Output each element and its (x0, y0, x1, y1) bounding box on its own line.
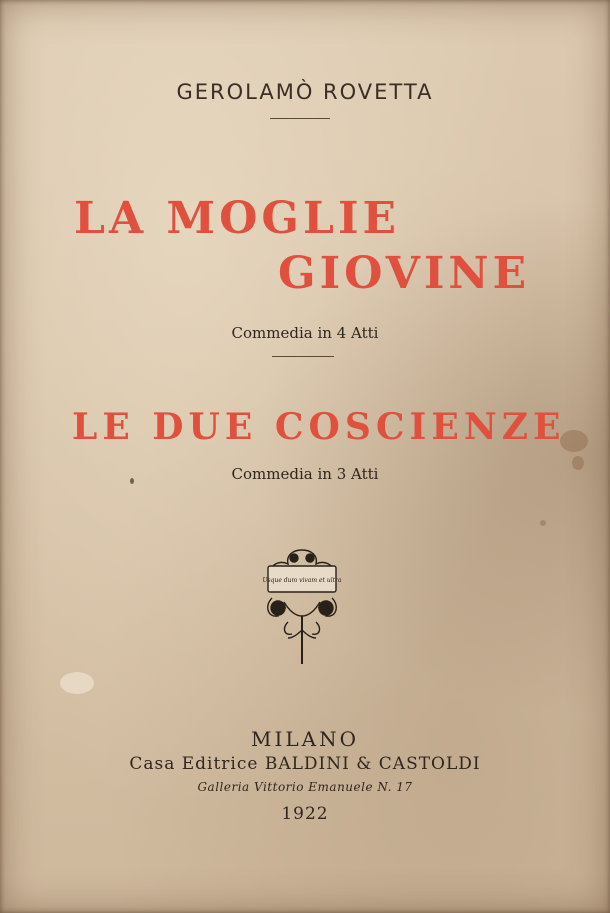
title-divider (272, 356, 334, 357)
publisher-emblem-icon (262, 546, 342, 668)
publication-year: 1922 (281, 804, 329, 824)
subtitle2: Commedia in 3 Atti (231, 465, 379, 483)
emblem-motto: Usque dum vivam et ultra (262, 577, 342, 584)
paper-stain (540, 520, 546, 526)
title1-line2: GIOVINE (278, 248, 531, 299)
paper-stain (60, 672, 94, 694)
subtitle1: Commedia in 4 Atti (231, 324, 379, 342)
author-name: GEROLAMÒ ROVETTA (176, 80, 434, 104)
publisher-address: Galleria Vittorio Emanuele N. 17 (197, 780, 413, 794)
title2: LE DUE COSCIENZE (72, 406, 566, 448)
title1-line1: LA MOGLIE (74, 193, 401, 244)
publication-place: MILANO (251, 727, 359, 751)
author-divider (270, 118, 330, 119)
publisher-name: Casa Editrice BALDINI & CASTOLDI (129, 754, 481, 774)
